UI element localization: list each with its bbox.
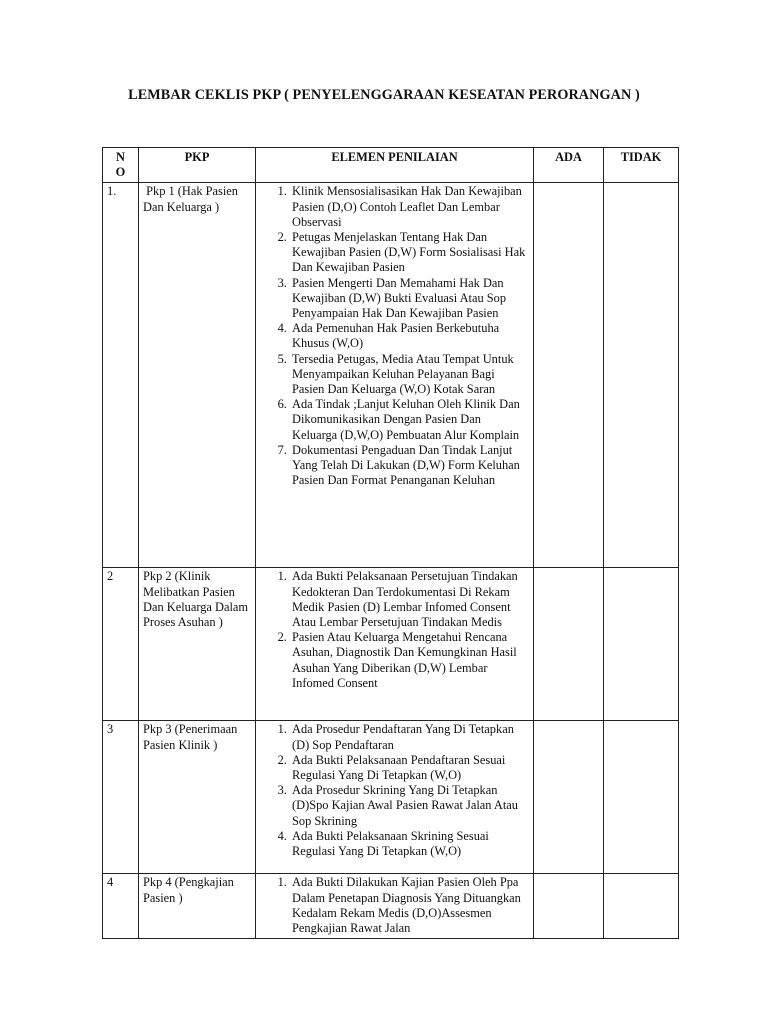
row-number: 4 <box>103 874 139 939</box>
elemen-item: 1. Klinik Mensosialisasikan Hak Dan Kewajiban Pasien (D,O) Contoh Leaflet Dan Lembar Observasi <box>290 184 529 230</box>
elemen-list <box>260 875 529 936</box>
elemen-item: 1. Ada Bukti Pelaksanaan Persetujuan Tindakan Kedokteran Dan Terdokumentasi Di Rekam Medik Pasien (D) Lembar Infomed Consent Atau Lembar Persetujuan Tindakan Medis <box>290 569 529 630</box>
ada-checkbox-cell[interactable] <box>534 874 604 939</box>
table-row <box>103 874 679 939</box>
elemen-item: 2. Petugas Menjelaskan Tentang Hak Dan Kewajiban Pasien (D,W) Form Sosialisasi Hak Dan Kewajiban Pasien <box>290 230 529 276</box>
tidak-checkbox-cell[interactable] <box>604 874 679 939</box>
table-row <box>103 568 679 721</box>
ada-checkbox-cell[interactable] <box>534 183 604 568</box>
row-number: 3 <box>103 721 139 874</box>
header-ada: ADA <box>534 148 604 183</box>
checklist-table <box>102 147 679 939</box>
pkp-cell: Pkp 2 (Klinik Melibatkan Pasien Dan Keluarga Dalam Proses Asuhan ) <box>139 568 256 721</box>
elemen-penilaian-cell <box>256 183 534 568</box>
pkp-cell: Pkp 4 (Pengkajian Pasien ) <box>139 874 256 939</box>
elemen-list <box>260 569 529 691</box>
table-row <box>103 183 679 568</box>
pkp-cell: Pkp 3 (Penerimaan Pasien Klinik ) <box>139 721 256 874</box>
ada-checkbox-cell[interactable] <box>534 568 604 721</box>
elemen-item: 5. Tersedia Petugas, Media Atau Tempat Untuk Menyampaikan Keluhan Pelayanan Bagi Pasien Dan Keluarga (W,O) Kotak Saran <box>290 352 529 398</box>
elemen-item: 6. Ada Tindak ;Lanjut Keluhan Oleh Klinik Dan Dikomunikasikan Dengan Pasien Dan Keluarga (D,W,O) Pembuatan Alur Komplain <box>290 397 529 443</box>
elemen-item: 4. Ada Pemenuhan Hak Pasien Berkebutuha Khusus (W,O) <box>290 321 529 351</box>
table-row <box>103 721 679 874</box>
elemen-item: 4. Ada Bukti Pelaksanaan Skrining Sesuai Regulasi Yang Di Tetapkan (W,O) <box>290 829 529 859</box>
tidak-checkbox-cell[interactable] <box>604 721 679 874</box>
page-title: LEMBAR CEKLIS PKP ( PENYELENGGARAAN KESEATAN PERORANGAN ) <box>128 87 640 103</box>
tidak-checkbox-cell[interactable] <box>604 568 679 721</box>
header-tidak: TIDAK <box>604 148 679 183</box>
ada-checkbox-cell[interactable] <box>534 721 604 874</box>
header-pkp: PKP <box>139 148 256 183</box>
elemen-penilaian-cell <box>256 568 534 721</box>
tidak-checkbox-cell[interactable] <box>604 183 679 568</box>
elemen-item: 2. Pasien Atau Keluarga Mengetahui Rencana Asuhan, Diagnostik Dan Kemungkinan Hasil Asuhan Yang Diberikan (D,W) Lembar Infomed Consent <box>290 630 529 691</box>
elemen-item: 3. Pasien Mengerti Dan Memahami Hak Dan Kewajiban (D,W) Bukti Evaluasi Atau Sop Penyampaian Hak Dan Kewajiban Pasien <box>290 276 529 322</box>
elemen-penilaian-cell <box>256 721 534 874</box>
header-no: N O <box>103 148 139 183</box>
header-elemen-penilaian: ELEMEN PENILAIAN <box>256 148 534 183</box>
elemen-list <box>260 184 529 488</box>
table-body <box>103 183 679 939</box>
table-header-row <box>103 148 679 183</box>
elemen-item: 2. Ada Bukti Pelaksanaan Pendaftaran Sesuai Regulasi Yang Di Tetapkan (W,O) <box>290 753 529 783</box>
elemen-penilaian-cell <box>256 874 534 939</box>
elemen-item: 7. Dokumentasi Pengaduan Dan Tindak Lanjut Yang Telah Di Lakukan (D,W) Form Keluhan Pasien Dan Format Penanganan Keluhan <box>290 443 529 489</box>
elemen-item: 1. Ada Prosedur Pendaftaran Yang Di Tetapkan (D) Sop Pendaftaran <box>290 722 529 752</box>
elemen-list <box>260 722 529 859</box>
elemen-item: 3. Ada Prosedur Skrining Yang Di Tetapkan (D)Spo Kajian Awal Pasien Rawat Jalan Atau Sop Skrining <box>290 783 529 829</box>
row-number: 2 <box>103 568 139 721</box>
row-number: 1. <box>103 183 139 568</box>
elemen-item: 1. Ada Bukti Dilakukan Kajian Pasien Oleh Ppa Dalam Penetapan Diagnosis Yang Dituangkan Kedalam Rekam Medis (D,O)Assesmen Pengkajian Rawat Jalan <box>290 875 529 936</box>
pkp-cell: Pkp 1 (Hak Pasien Dan Keluarga ) <box>139 183 256 568</box>
